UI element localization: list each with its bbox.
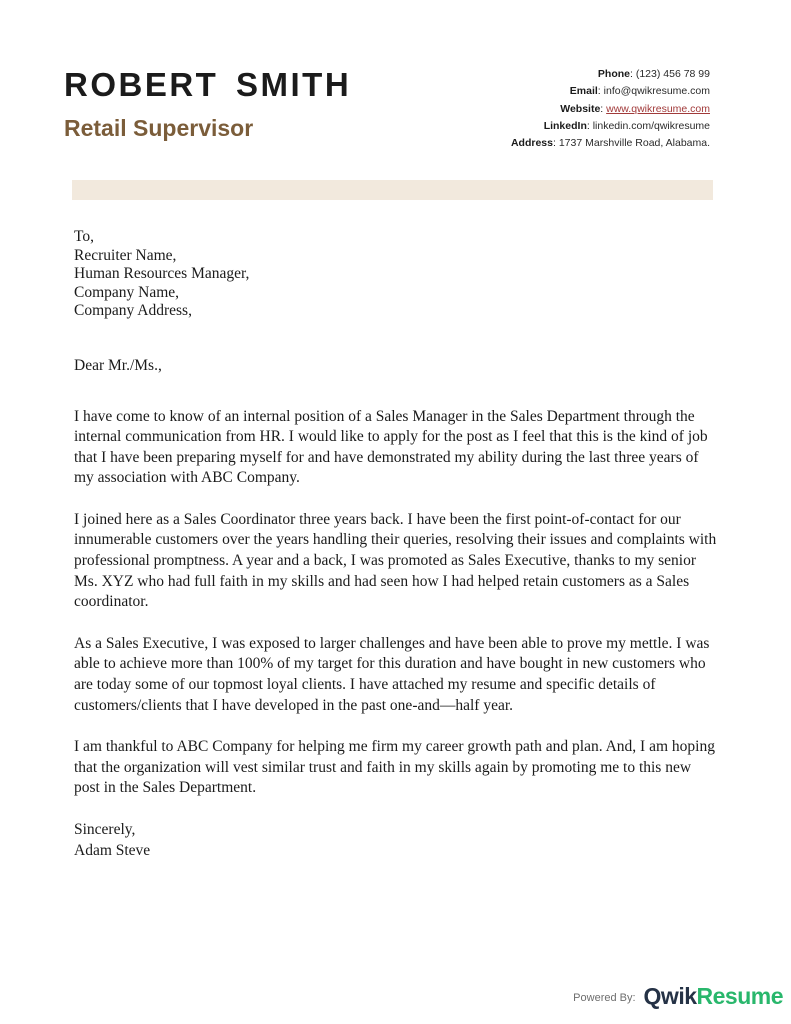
- contact-phone: [511, 66, 710, 83]
- letter-body: [74, 228, 719, 861]
- letter-paragraph: I joined here as a Sales Coordinator three years back. I have been the first point-of-contact for our innumerable customers over the years handling their queries, resolving their issues and complaints with professional promptness. A year and a back, I was promoted as Sales Executive, thanks to my senior Ms. XYZ who had full faith in my skills and had seen how I had helped retain customers as a Sales coordinator.: [74, 510, 717, 611]
- letter-paragraph: As a Sales Executive, I was exposed to larger challenges and have been able to prove my mettle. I was able to achieve more than 100% of my target for this duration and have bought in new customers who are today some of our topmost loyal clients. I have attached my resume and specific details of customers/clients that I have developed in the past one-and—half year.: [74, 634, 710, 714]
- contact-email-value: info@qwikresume.com: [603, 85, 710, 98]
- powered-by-label: Powered By:: [573, 992, 636, 1004]
- contact-website: [511, 101, 710, 118]
- signature-name: Adam Steve: [74, 841, 151, 859]
- contact-linkedin: [511, 118, 710, 135]
- contact-email: [511, 83, 710, 100]
- contact-block: [511, 66, 710, 152]
- contact-email-label: Email :: [570, 85, 604, 97]
- logo-qwik-text: Qwik: [643, 983, 697, 1009]
- qwikresume-logo[interactable]: [644, 983, 783, 1010]
- salutation: Dear Mr./Ms.,: [74, 356, 162, 374]
- website-link[interactable]: www.qwikresume.com: [606, 102, 710, 115]
- footer: [573, 983, 783, 1010]
- contact-phone-value: (123) 456 78 99: [635, 68, 710, 80]
- recipient-line: Company Name,: [74, 283, 180, 301]
- contact-linkedin-value: linkedin.com/qwikresume: [592, 119, 710, 132]
- job-title: Retail Supervisor: [64, 115, 254, 141]
- contact-website-label: Website :: [560, 103, 606, 115]
- contact-address-value: 1737 Marshville Road, Alabama.: [558, 137, 710, 150]
- letter-paragraph: I have come to know of an internal position of a Sales Manager in the Sales Department through the internal communication from HR. I would like to apply for the post as I feel that this is the kind of job that I have been preparing myself for and have demonstrated my ability during the last three years of my association with ABC Company.: [74, 407, 708, 487]
- contact-address-label: Address :: [511, 137, 559, 149]
- letter-paragraph: I am thankful to ABC Company for helping me firm my career growth path and plan. And, I am hoping that the organization will vest similar trust and faith in my skills again by promoting me to this new post in the Sales Department.: [74, 738, 715, 797]
- logo-resume-text: Resume: [696, 983, 783, 1009]
- contact-phone-label: Phone :: [598, 68, 636, 80]
- closing: Sincerely,: [74, 821, 136, 838]
- recipient-line: Human Resources Manager,: [74, 265, 250, 282]
- accent-divider-bar: [72, 180, 713, 200]
- person-name: ROBERT SMITH: [64, 66, 352, 103]
- contact-address: [511, 135, 710, 152]
- recipient-line: Company Address,: [74, 302, 192, 319]
- recipient-line: Recruiter Name,: [74, 246, 177, 264]
- contact-linkedin-label: LinkedIn :: [544, 120, 593, 132]
- recipient-line: To,: [74, 228, 95, 245]
- recipient-block: [74, 228, 719, 321]
